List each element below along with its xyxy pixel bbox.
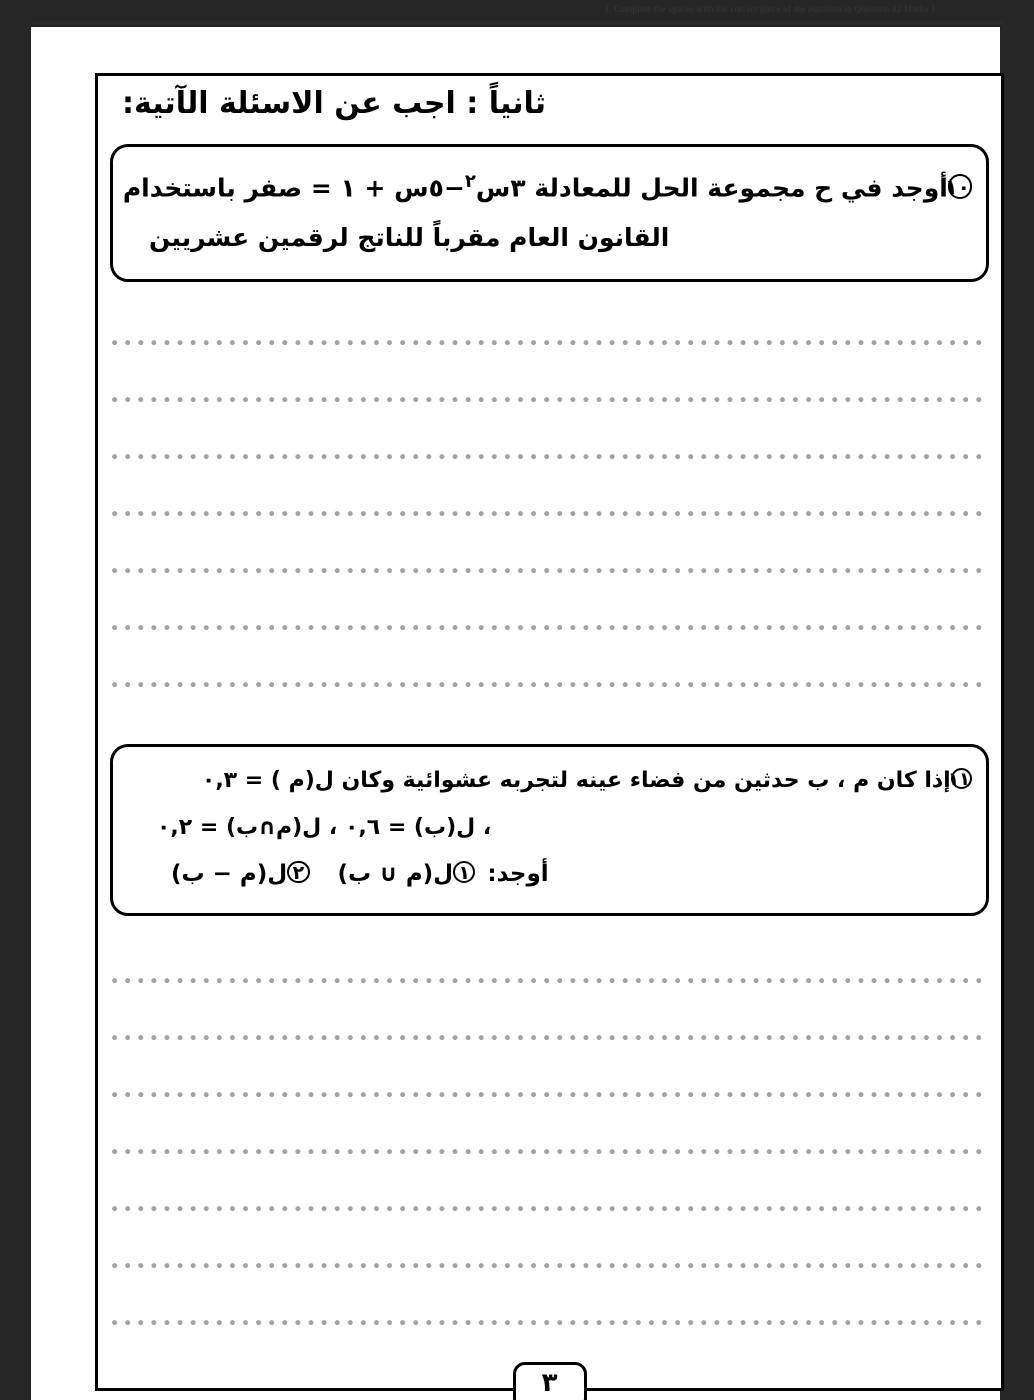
question-11-number: ١١ xyxy=(947,769,970,790)
question-11-part-2-number: ٢ xyxy=(287,861,309,883)
answer-line[interactable] xyxy=(112,430,987,487)
question-box-11 xyxy=(110,744,989,916)
question-11-text-line1: إذا كان م ، ب حدثين من فضاء عينه لتجربه عشوائية وكان ل(م ) = ٠,٣ xyxy=(201,768,951,793)
answer-lines-question-10 xyxy=(112,316,987,715)
page-content xyxy=(98,76,1001,1388)
question-10-text-line2: القانون العام مقرباً للناتج لرقمين عشريين xyxy=(149,223,670,253)
answer-line[interactable] xyxy=(112,1068,987,1125)
question-11-line-3 xyxy=(127,851,972,898)
question-11-part-2-text: ل(م − ب) xyxy=(171,861,288,887)
answer-line[interactable] xyxy=(112,1011,987,1068)
question-10-exponent: ٢ xyxy=(464,171,476,192)
answer-line[interactable] xyxy=(112,1182,987,1239)
page-title-text: ثانياً : اجب عن الاسئلة الآتية: xyxy=(122,86,546,121)
answer-line[interactable] xyxy=(112,954,987,1011)
question-11-find-label: أوجد: xyxy=(487,861,549,887)
page-title xyxy=(114,82,985,126)
answer-line[interactable] xyxy=(112,316,987,373)
answer-line[interactable] xyxy=(112,658,987,715)
question-11-part-1-number: ١ xyxy=(453,861,475,883)
page-number-text: ٣ xyxy=(541,1368,558,1398)
answer-line[interactable] xyxy=(112,1296,987,1353)
question-11-line-2 xyxy=(127,804,972,851)
question-10-text-b: −٥س + ١ = صفر باستخدام xyxy=(122,173,465,203)
answer-line[interactable] xyxy=(112,544,987,601)
question-10-line-2 xyxy=(127,213,972,263)
answer-line[interactable] xyxy=(112,1239,987,1296)
paper-sheet xyxy=(31,27,1000,1400)
question-11-part-1-text: ل(م ∪ ب) xyxy=(337,861,454,887)
question-11-line-1 xyxy=(127,757,972,804)
question-10-text-a: أوجد في ح مجموعة الحل للمعادلة ٣س xyxy=(475,173,948,203)
background-bleed-text: 3. Complete the spaces with the correct piece of the equation in Question 42 Marks 1 xyxy=(604,4,936,14)
page-number-badge xyxy=(513,1362,587,1400)
answer-line[interactable] xyxy=(112,487,987,544)
question-10-line-1 xyxy=(122,157,972,213)
page-frame xyxy=(95,73,1004,1398)
answer-lines-question-11 xyxy=(112,954,987,1353)
question-10-number: ١٠ xyxy=(944,175,970,200)
question-11-text-line2: ، ل(ب) = ٠,٦ ، ل(م∩ب) = ٠,٢ xyxy=(157,815,492,840)
answer-line[interactable] xyxy=(112,373,987,430)
answer-line[interactable] xyxy=(112,601,987,658)
answer-line[interactable] xyxy=(112,1125,987,1182)
question-box-10 xyxy=(110,144,989,282)
